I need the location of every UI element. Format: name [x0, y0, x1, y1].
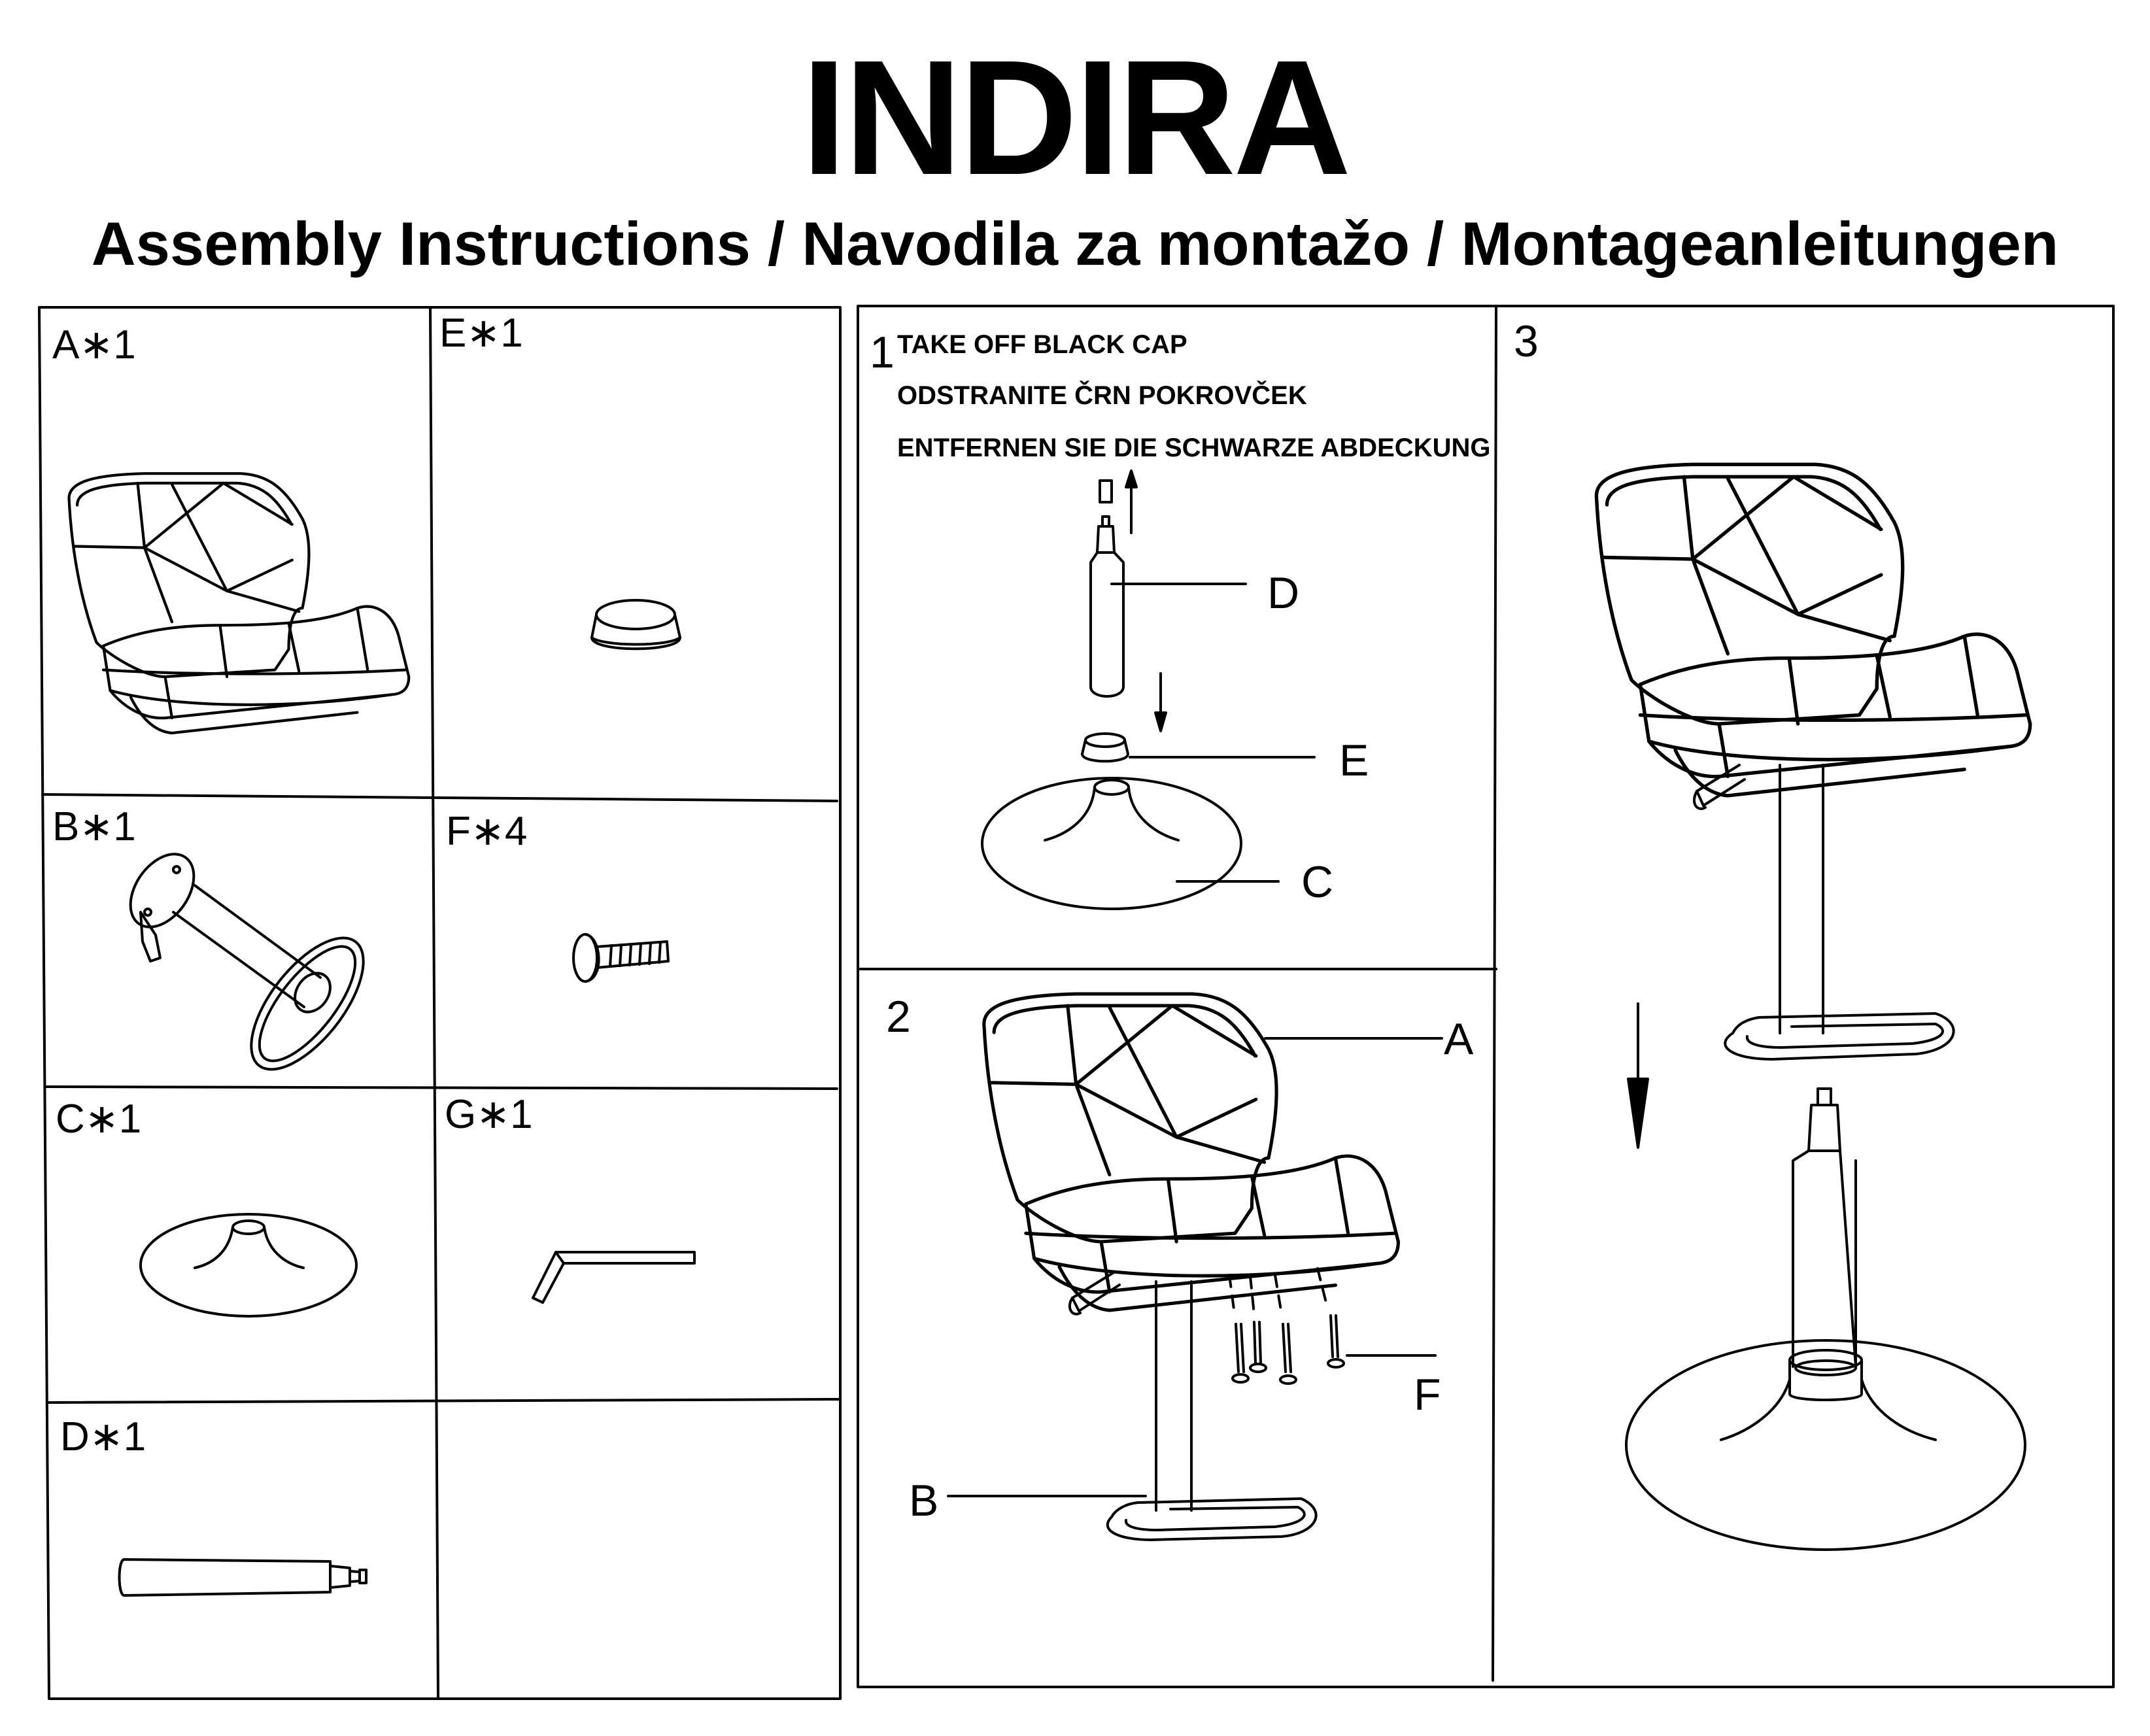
base-disc-icon — [982, 778, 1241, 909]
step-2-number: 2 — [886, 992, 911, 1042]
page-title: INDIRA — [801, 26, 1349, 209]
step-1-number: 1 — [870, 328, 895, 377]
part-e-label: E∗1 — [439, 311, 523, 356]
chair-seat-icon — [1596, 464, 2030, 796]
part-a-label: A∗1 — [52, 322, 136, 367]
part-d-label: D∗1 — [60, 1414, 146, 1459]
chair-seat-icon — [984, 994, 1399, 1310]
small-cap-icon — [1100, 481, 1112, 502]
column-footrest-icon — [118, 842, 384, 1087]
part-f-cell — [446, 809, 668, 981]
part-c-cell — [56, 1097, 356, 1316]
base-disc-icon — [141, 1214, 356, 1316]
step-3 — [1514, 316, 2030, 1550]
parts-grid — [39, 307, 840, 1699]
arrow-down-icon — [1628, 1004, 1648, 1148]
part-a-cell — [52, 322, 409, 733]
bolt-icon — [573, 934, 668, 981]
arrow-down-icon — [1155, 673, 1166, 731]
part-g-cell — [445, 1092, 694, 1302]
chair-seat-icon — [69, 473, 409, 733]
lever-icon — [1694, 765, 1745, 809]
part-g-label: G∗1 — [445, 1092, 533, 1137]
callout-a: A — [1444, 1014, 1474, 1064]
step-1 — [870, 328, 1490, 909]
cap-icon — [592, 600, 680, 649]
page-subtitle: Assembly Instructions / Navodila za montažo / Montageanleitungen — [91, 209, 2059, 278]
gas-cylinder-icon — [1091, 517, 1123, 696]
callout-e: E — [1339, 736, 1369, 785]
part-b-cell — [52, 804, 384, 1087]
footrest-icon — [1725, 1013, 1953, 1059]
callout-c: C — [1301, 857, 1334, 907]
callout-d: D — [1267, 568, 1300, 618]
callout-f: F — [1414, 1370, 1441, 1420]
part-b-label: B∗1 — [52, 804, 136, 849]
step-2 — [886, 992, 1474, 1540]
part-f-label: F∗4 — [446, 809, 528, 854]
arrow-up-icon — [1126, 471, 1136, 533]
column-icon — [1156, 1282, 1191, 1510]
base-disc-icon — [1626, 1340, 2025, 1550]
step-1-instruction-de: ENTFERNEN SIE DIE SCHWARZE ABDECKUNG — [897, 434, 1491, 462]
column-icon — [1780, 765, 1823, 1033]
allen-key-icon — [533, 1252, 694, 1302]
part-c-label: C∗1 — [56, 1097, 142, 1142]
callout-b: B — [909, 1476, 939, 1525]
part-d-cell — [60, 1414, 366, 1595]
footrest-icon — [1108, 1499, 1316, 1540]
part-e-cell — [439, 311, 680, 649]
gas-cylinder-icon — [1793, 1089, 1856, 1367]
gas-cylinder-icon — [120, 1559, 367, 1595]
step-1-instruction-en: TAKE OFF BLACK CAP — [897, 330, 1187, 359]
bolt-icon — [1233, 1316, 1344, 1384]
step-3-number: 3 — [1514, 316, 1539, 366]
step-1-instruction-sl: ODSTRANITE ČRN POKROVČEK — [897, 381, 1307, 410]
cap-icon — [1082, 734, 1128, 761]
